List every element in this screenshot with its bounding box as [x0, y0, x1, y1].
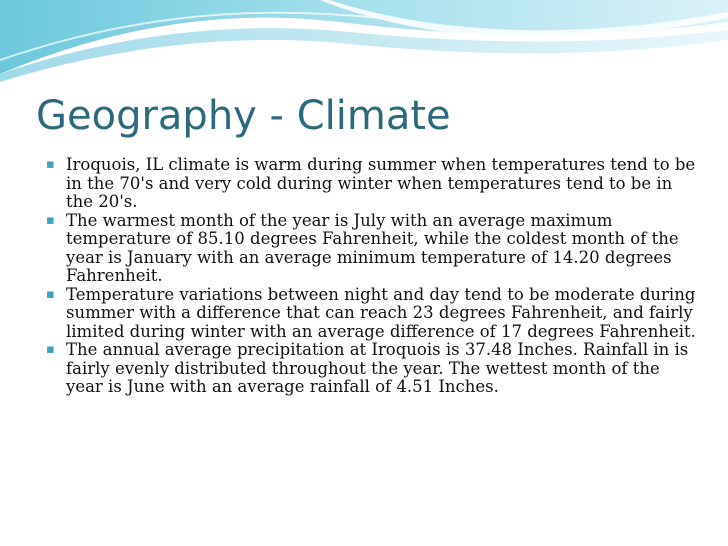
square-bullet-icon: ▪ — [46, 342, 55, 357]
bullet-text: The annual average precipitation at Iroquois is 37.48 Inches. Rainfall in is fairly evenly distributed throughout the year. The wettest month of the year is June with an average rainfall of 4.51 Inches. — [66, 340, 689, 396]
bullet-list — [46, 156, 696, 397]
square-bullet-icon: ▪ — [46, 286, 55, 302]
square-bullet-icon: ▪ — [46, 212, 55, 228]
bullet-item-1 — [46, 156, 696, 212]
bullet-text: Iroquois, IL climate is warm during summer when temperatures tend to be in the 70's and very cold during winter when temperatures tend to be in the 20's. — [66, 155, 696, 211]
wave-decoration — [0, 0, 728, 90]
bullet-item-2 — [46, 212, 696, 286]
square-bullet-icon: ▪ — [46, 157, 55, 172]
bullet-item-3 — [46, 286, 696, 342]
bullet-text: Temperature variations between night and day tend to be moderate during summer with a difference that can reach 23 degrees Fahrenheit, and fairly limited during winter with an average difference of 17 degrees Fahrenheit. — [66, 284, 696, 341]
bullet-text: The warmest month of the year is July with an average maximum temperature of 85.10 degrees Fahrenheit, while the coldest month of the year is January with an average minimum temperature of 14.20 degrees Fahrenheit. — [66, 210, 679, 285]
slide-title: Geography - Climate — [36, 93, 451, 139]
bullet-item-4 — [46, 341, 696, 397]
